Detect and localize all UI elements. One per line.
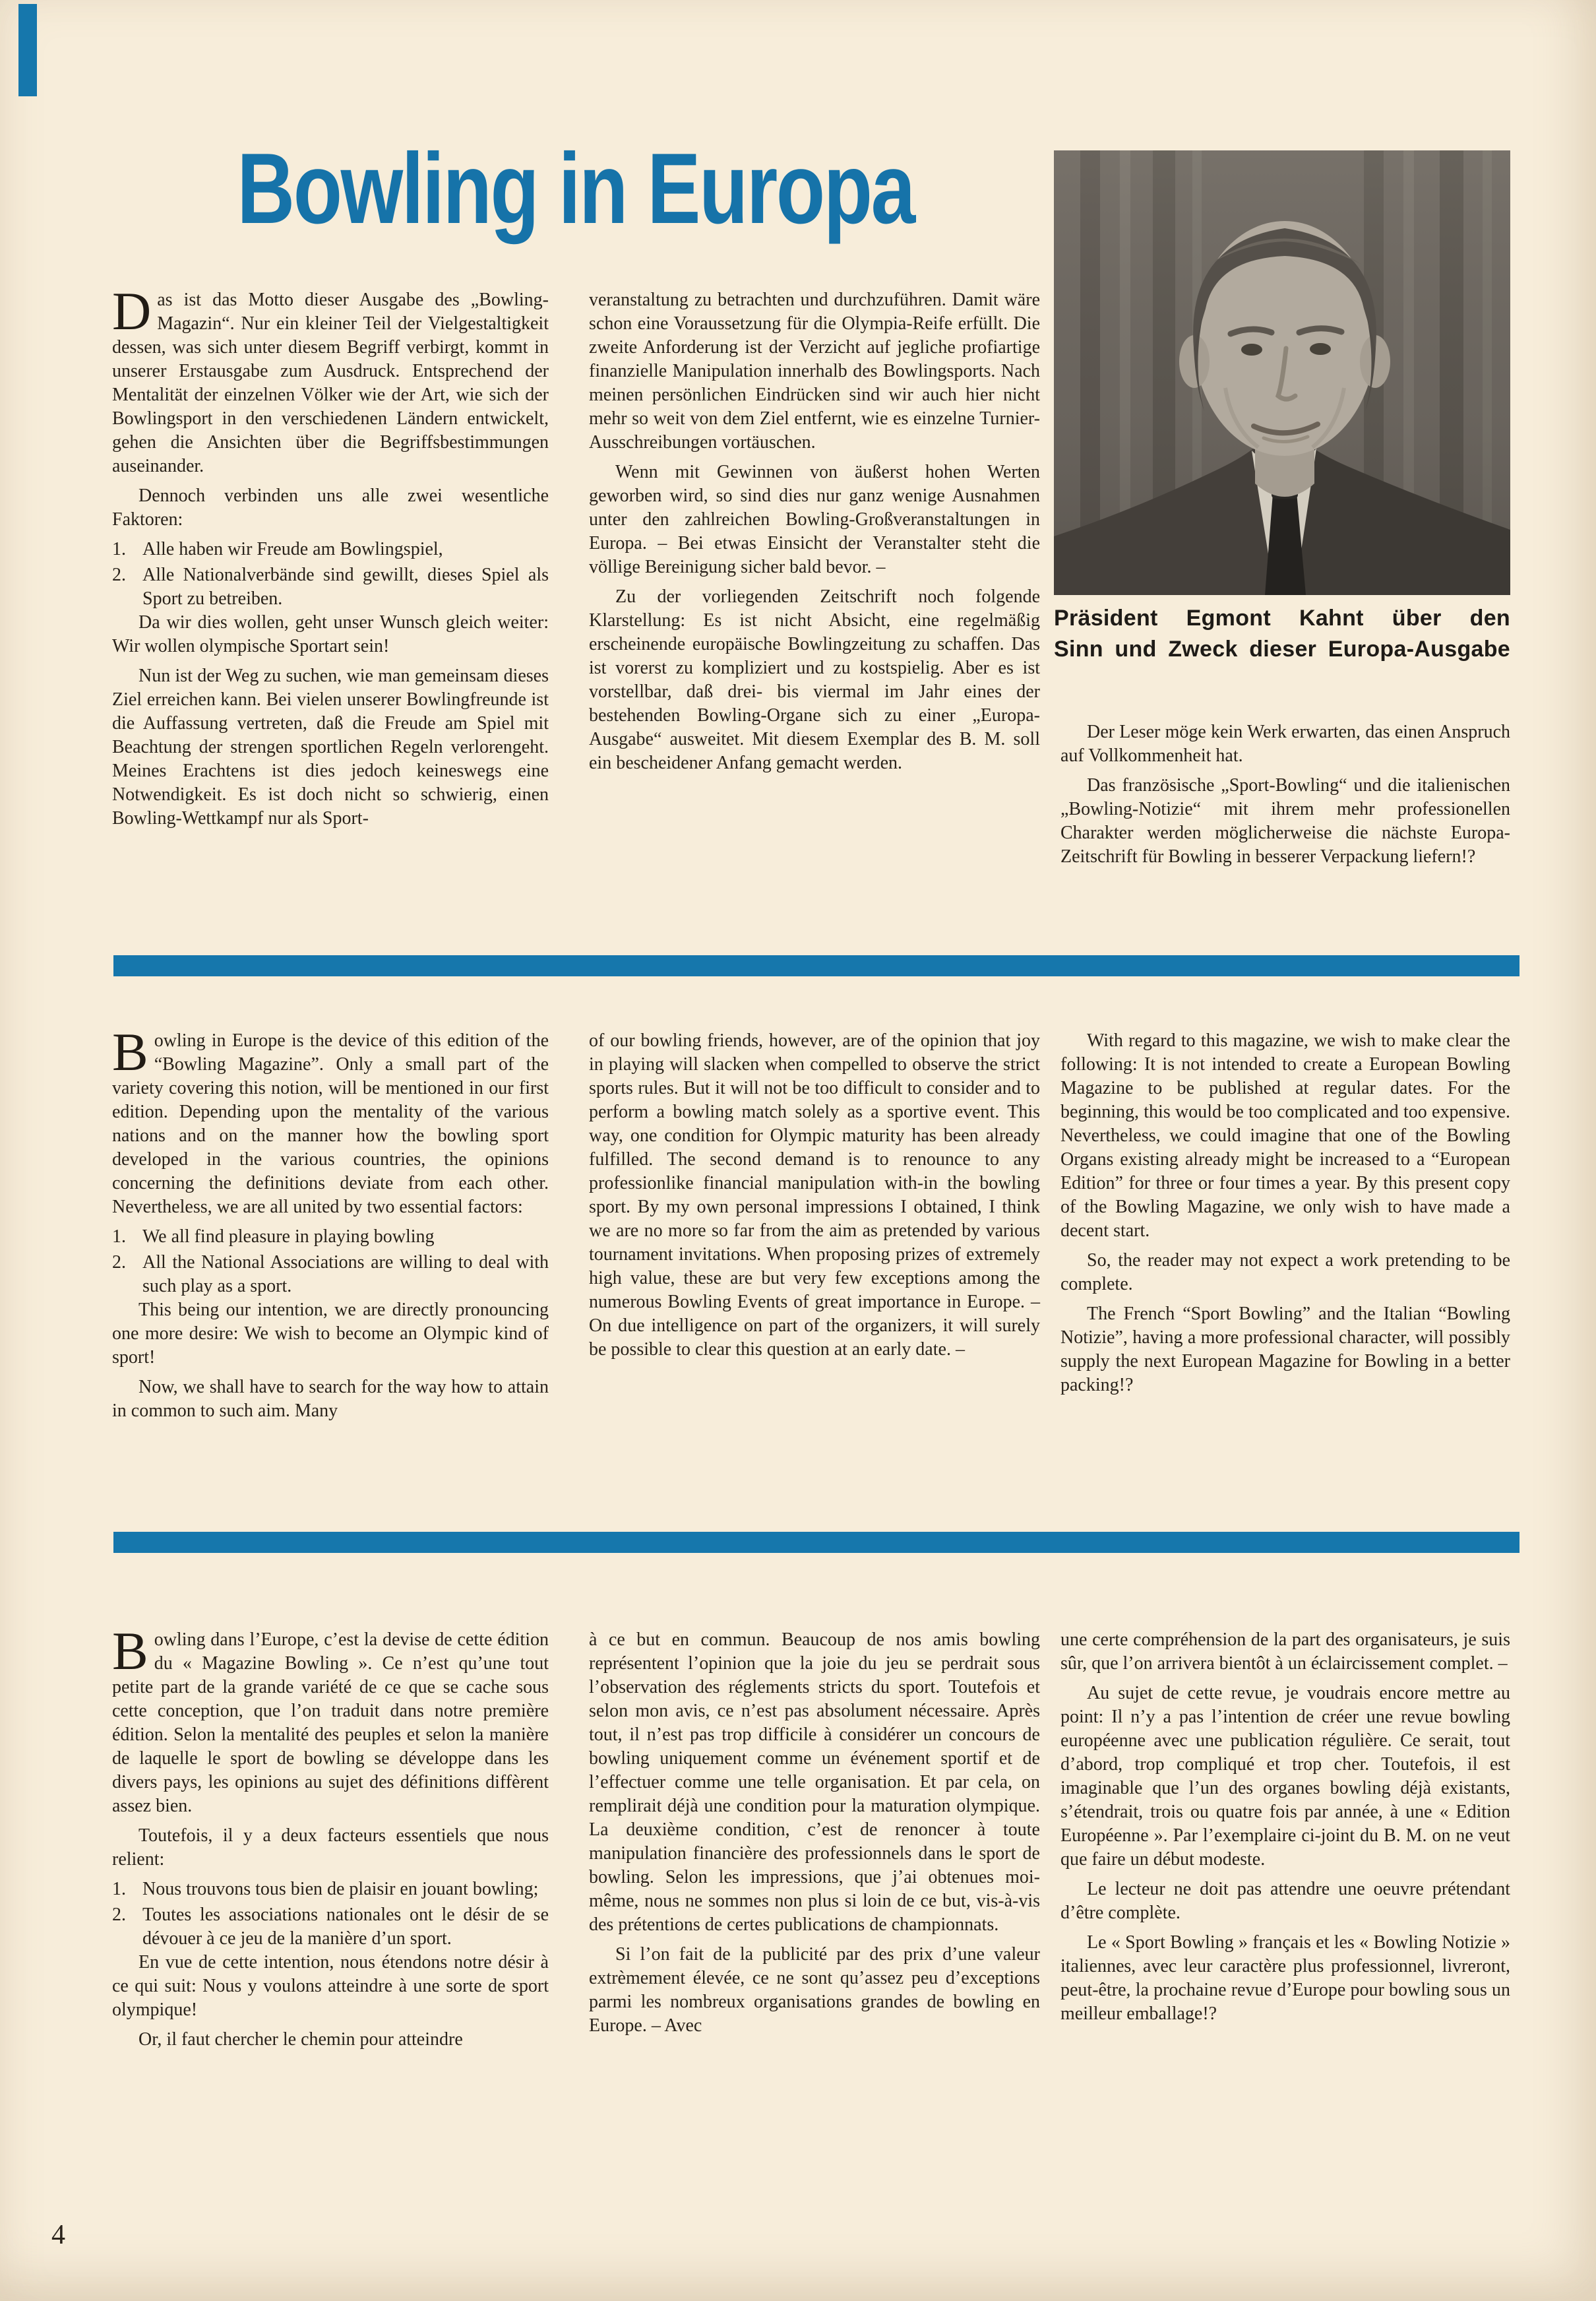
paragraph: Das ist das Motto dieser Ausgabe des „Bowling-Magazin“. Nur ein kleiner Teil der Vielgestaltigkeit dessen, was sich unter diesem Begriff verbirgt, kommt in unserer Erstausgabe zum Ausdruck. Entsprechend der Mentalität der einzelnen Völker wie der Art, wie sich der Bowlingsport in den verschiedenen Ländern entwickelt, gehen die Ansichten über die Begriffsbestimmungen auseinander. xyxy=(112,281,549,476)
english-column-3 xyxy=(1060,1029,1510,1397)
drop-cap: B xyxy=(112,1022,148,1082)
french-column-2 xyxy=(589,1628,1040,2038)
portrait-caption-line2: Sinn und Zweck dieser Europa-Ausgabe xyxy=(1054,637,1510,662)
french-column-3 xyxy=(1060,1628,1510,2026)
page-title-text: Bowling in Europa xyxy=(237,133,914,245)
paragraph: Au sujet de cette revue, je voudrais encore mettre au point: Il n’y a pas l’intention de créer une revue bowling européenne avec une publication régulière. Ce serait, tout d’abord, trop compliqué et trop cher. Toutefois, il est imaginable que l’un des organes bowling déjà existants, s’étendrait, trois ou quatre fois par année, à une « Edition Européenne ». Par l’exemplaire ci-joint du B. M. on ne veut que faire un début modeste. xyxy=(1060,1683,1510,1870)
paragraph: Toutefois, il y a deux facteurs essentiels que nous relient: xyxy=(112,1825,549,1870)
paragraph: Zu der vorliegenden Zeitschrift noch folgende Klarstellung: Es ist nicht Absicht, eine regelmäßig erscheinende europäische Bowlingzeitung zu schaffen. Das ist vorerst zu kompliziert und zu kostspielig. Aber es ist vorstellbar, daß drei- bis viermal im Jahr eines der bestehenden Bowling-Organe sich zu einer „Europa-Ausgabe“ ausweitet. Mit diesem Exemplar des B. M. soll ein bescheidener Anfang gemacht werden. xyxy=(589,586,1040,773)
list-item: 1. We all find pleasure in playing bowling xyxy=(112,1226,435,1247)
paragraph: The French “Sport Bowling” and the Italian “Bowling Notizie”, having a more professional character, will possibly supply the next European Magazine for Bowling in a better packing!? xyxy=(1060,1304,1510,1395)
portrait-illustration xyxy=(1054,150,1510,595)
paragraph: Das französische „Sport-Bowling“ und die italienischen „Bowling-Notizie“ mit ihrem mehr professionellen Charakter werden möglicherweise die nächste Europa-Zeitschrift für Bowling in besserer Verpackung liefern!? xyxy=(1060,775,1510,867)
accent-tick xyxy=(18,4,37,96)
paragraph: Le « Sport Bowling » français et les « Bowling Notizie » italiennes, avec leur caractère plus professionnel, livreront, peut-être, la prochaine revue d’Europe pour bowling sous un meilleur emballage!? xyxy=(1060,1932,1510,2024)
paragraph: Now, we shall have to search for the way how to attain in common to such aim. Many xyxy=(112,1377,549,1421)
paragraph: Bowling in Europe is the device of this edition of the “Bowling Magazine”. Only a small part of the variety covering this notion, will be mentioned in our first edition. Depending upon the mentality of the various nations and on the manner how the bowling sport developed in the various countries, the opinions concerning the definitions deviate from each other. Nevertheless, we are all united by two essential factors: xyxy=(112,1022,549,1217)
portrait-caption-line1: Präsident Egmont Kahnt über den xyxy=(1054,606,1510,631)
paragraph: With regard to this magazine, we wish to make clear the following: It is not intended to create a European Bowling Magazine to be published at regular dates. For the beginning, this would be too complicated and too expensive. Nevertheless, we could imagine that one of the Bowling Organs existing already might be increased to a “European Edition” for three or four times a year. By this present copy of the Bowling Magazine, we only wish to have made a decent start. xyxy=(1060,1030,1510,1241)
list-item: 1. Nous trouvons tous bien de plaisir en jouant bowling; xyxy=(112,1879,539,1899)
drop-cap: D xyxy=(112,281,152,341)
paragraph: Da wir dies wollen, geht unser Wunsch gleich weiter: Wir wollen olympische Sportart sein! xyxy=(112,612,549,656)
list-item: 2. Toutes les associations nationales ont le désir de se dévouer à ce jeu de la manière d’un sport. xyxy=(112,1905,549,1949)
french-column-1 xyxy=(112,1621,549,2052)
paragraph: Bowling dans l’Europe, c’est la devise de cette édition du « Magazine Bowling ». Ce n’est qu’une tout petite part de la grande variété de ce que se cache sous cette conception, que l’on traduit dans notre première édition. Selon la mentalité des peuples et selon la manière de laquelle le sport de bowling se développe dans les divers pays, les opinions au sujet des définitions diffèrent assez bien. xyxy=(112,1621,549,1816)
numbered-list xyxy=(112,1877,549,1951)
german-column-3 xyxy=(1060,720,1510,869)
english-column-2 xyxy=(589,1029,1040,1362)
paragraph: Dennoch verbinden uns alle zwei wesentliche Faktoren: xyxy=(112,486,549,530)
paragraph: Der Leser möge kein Werk erwarten, das einen Anspruch auf Vollkommenheit hat. xyxy=(1060,722,1510,766)
portrait-caption xyxy=(1054,603,1510,665)
portrait-photo xyxy=(1054,150,1510,595)
paragraph: une certe compréhension de la part des organisateurs, je suis sûr, que l’on arrivera bientôt à un éclaircissement complet. – xyxy=(1060,1629,1510,1674)
german-column-2 xyxy=(589,288,1040,775)
list-item: 2. All the National Associations are willing to deal with such play as a sport. xyxy=(112,1252,549,1296)
numbered-list xyxy=(112,538,549,611)
divider-bar-1 xyxy=(113,955,1519,976)
paragraph: Nun ist der Weg zu suchen, wie man gemeinsam dieses Ziel erreichen kann. Bei vielen unserer Bowlingfreunde ist die Auffassung vertreten, daß die Freude am Spiel mit Beachtung der strengen sportlichen Regeln verlorengeht. Meines Erachtens ist dies jedoch keineswegs eine Notwendigkeit. Es ist doch nicht so schwierig, einen Bowling-Wettkampf nur als Sport- xyxy=(112,666,549,829)
list-item: 2. Alle Nationalverbände sind gewillt, dieses Spiel als Sport zu betreiben. xyxy=(112,565,549,609)
paragraph: Le lecteur ne doit pas attendre une oeuvre prétendant d’être complète. xyxy=(1060,1879,1510,1923)
numbered-list xyxy=(112,1225,549,1298)
paragraph: This being our intention, we are directly pronouncing one more desire: We wish to become an Olympic kind of sport! xyxy=(112,1300,549,1368)
paragraph: En vue de cette intention, nous étendons notre désir à ce qui suit: Nous y voulons atteindre à une sorte de sport olympique! xyxy=(112,1952,549,2020)
paragraph: So, the reader may not expect a work pretending to be complete. xyxy=(1060,1250,1510,1294)
paragraph: à ce but en commun. Beaucoup de nos amis bowling représentent l’opinion que la joie du jeu se perdrait sous l’observation des réglements stricts du sport. Toutefois et selon mon avis, ce n’est pas absolument nécessaire. Après tout, il n’est pas trop difficile à considérer un concours de bowling uniquement comme un événement sportif et de l’effectuer comme une telle organisation. Et par cela, on remplirait déjà une condition pour la maturation olympique. La deuxième condition, c’est de renoncer à toute manipulation financière des professionnels dans le sport de bowling. Selon les impressions, que j’ai obtenues moi-même, nous ne sommes non plus si loin de ce but, vis-à-vis des prétentions de certes publications de championnats. xyxy=(589,1629,1040,1935)
paragraph: Wenn mit Gewinnen von äußerst hohen Werten geworben wird, so sind dies nur ganz wenige Ausnahmen unter den zahlreichen Bowling-Großveranstaltungen in Europa. – Bei etwas Einsicht der Veranstalter steht die völlige Bereinigung sicher bald bevor. – xyxy=(589,462,1040,577)
paragraph: veranstaltung zu betrachten und durchzuführen. Damit wäre schon eine Voraussetzung für die Olympia-Reife erfüllt. Die zweite Anforderung ist der Verzicht auf jegliche profiartige finanzielle Manipulation innerhalb des Bowlingsports. Nach meinen persönlichen Eindrücken sind wir auch hier nicht mehr so weit von dem Ziel entfernt, wie es einzelne Turnier-Ausschreibungen vortäuschen. xyxy=(589,290,1040,453)
english-column-1 xyxy=(112,1022,549,1423)
divider-bar-2 xyxy=(113,1532,1519,1553)
paragraph: of our bowling friends, however, are of the opinion that joy in playing will slacken when compelled to observe the strict sports rules. But it will not be too difficult to consider and to perform a bowling match solely as a sportive event. This way, one condition for Olympic maturity has been already fulfilled. The second demand is to renounce to any professionlike financial manipulation with-in the bowling sport. By my own personal impressions I obtained, I think we are no more so far from the aim as pretended by various tournament invitations. When proposing prizes of extremely high value, these are but very few exceptions among the numerous Bowling Events of great importance in Europe. – On due intelligence on part of the organizers, it will surely be possible to clear this question at an early date. – xyxy=(589,1030,1040,1360)
paragraph: Or, il faut chercher le chemin pour atteindre xyxy=(138,2029,463,2050)
page-title xyxy=(112,133,1039,245)
page-number: 4 xyxy=(51,2220,65,2250)
list-item: 1. Alle haben wir Freude am Bowlingspiel, xyxy=(112,539,443,559)
german-column-1 xyxy=(112,281,549,831)
paragraph: Si l’on fait de la publicité par des prix d’une valeur extrèmement élevée, ce ne sont qu’assez peu d’exceptions parmi les nombreux organisations grandes de bowling en Europe. – Avec xyxy=(589,1944,1040,2036)
drop-cap: B xyxy=(112,1621,148,1681)
